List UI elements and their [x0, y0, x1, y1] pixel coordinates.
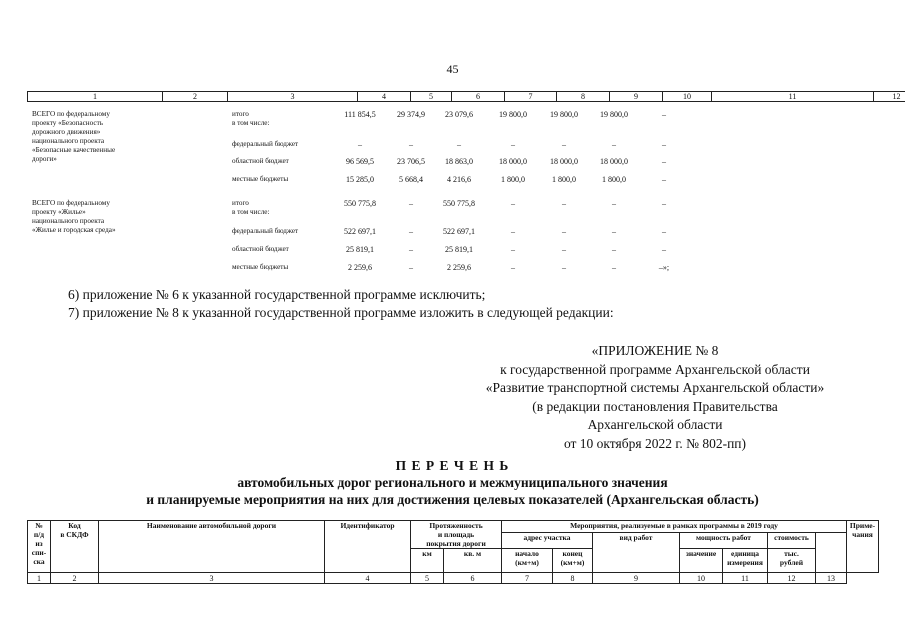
header-cell: 9 — [610, 92, 663, 102]
col-notes-header: Приме- чания — [847, 521, 879, 573]
value-cell: 18 000,0 — [499, 157, 527, 166]
value-cell: 2 259,6 — [348, 263, 372, 272]
value-cell: 18 000,0 — [550, 157, 578, 166]
value-cell: – — [662, 175, 666, 184]
col-no-header: № п/д из спи- ска — [28, 521, 51, 573]
col-km-header: км — [411, 549, 444, 573]
value-cell: 19 800,0 — [550, 110, 578, 119]
column-number: 6 — [444, 573, 502, 584]
row-type: федеральный бюджет — [232, 140, 299, 148]
column-number: 10 — [680, 573, 723, 584]
column-number: 9 — [593, 573, 680, 584]
value-cell: – — [662, 199, 666, 208]
block-label-housing: ВСЕГО по федеральному проекту «Жилье» национального проекта «Жилье и городская среда» — [32, 199, 116, 234]
value-cell: – — [562, 199, 566, 208]
paragraph-item-7: 7) приложение № 8 к указанной государственной программе изложить в следующей редакции: — [68, 305, 614, 320]
value-cell: – — [511, 199, 515, 208]
value-cell: 522 697,1 — [344, 227, 376, 236]
value-cell: – — [457, 140, 461, 149]
value-cell: 25 819,1 — [346, 245, 374, 254]
budget-table-header — [27, 91, 905, 102]
column-number: 11 — [723, 573, 768, 584]
block-label-safety: ВСЕГО по федеральному проекту «Безопасность дорожного движения» национального проекта «Безопасные качественные дороги» — [32, 110, 116, 163]
value-cell: 1 800,0 — [501, 175, 525, 184]
col-code-header: Код в СКДФ — [51, 521, 99, 573]
value-cell: 18 863,0 — [445, 157, 473, 166]
appendix-line: Архангельской области — [587, 417, 723, 432]
value-cell: – — [612, 140, 616, 149]
value-cell: 29 374,9 — [397, 110, 425, 119]
row-type: местные бюджеты — [232, 175, 289, 183]
value-cell: – — [409, 245, 413, 254]
col-start-header: начало (км+м) — [502, 549, 553, 573]
col-events-header: Мероприятия, реализуемые в рамках программы в 2019 году — [502, 521, 847, 533]
value-cell: – — [662, 140, 666, 149]
value-cell: – — [562, 227, 566, 236]
value-cell: – — [662, 245, 666, 254]
col-unit-header: единица измерения — [723, 549, 768, 573]
value-cell: 1 800,0 — [552, 175, 576, 184]
col-road-name-header: Наименование автомобильной дороги — [99, 521, 325, 573]
page-number: 45 — [446, 62, 459, 76]
document-subtitle-line2: и планируемые мероприятия на них для достижения целевых показателей (Архангельская область) — [146, 492, 759, 507]
col-sqm-header: кв. м — [444, 549, 502, 573]
value-cell: 5 668,4 — [399, 175, 423, 184]
value-cell: – — [612, 199, 616, 208]
value-cell: – — [511, 263, 515, 272]
header-cell: 5 — [411, 92, 452, 102]
roads-table — [27, 520, 879, 584]
row-type: итого в том числе: — [232, 110, 270, 127]
value-cell: – — [662, 227, 666, 236]
col-capacity-header: мощность работ — [680, 533, 768, 549]
column-number: 4 — [325, 573, 411, 584]
col-end-header: конец (км+м) — [553, 549, 593, 573]
header-cell: 4 — [358, 92, 411, 102]
col-identifier-header: Идентификатор — [325, 521, 411, 573]
value-cell: – — [511, 140, 515, 149]
value-cell: – — [409, 227, 413, 236]
appendix-line: от 10 октября 2022 г. № 802-пп) — [563, 435, 747, 451]
value-cell: 550 775,8 — [344, 199, 376, 208]
appendix-line: (в редакции постановления Правительства — [532, 398, 778, 414]
row-type: итого в том числе: — [232, 199, 270, 216]
value-cell: – — [358, 140, 362, 149]
column-number: 7 — [502, 573, 553, 584]
col-length-header: Протяженность и площадь покрытия дороги — [411, 521, 502, 549]
header-cell: 12 — [874, 92, 905, 102]
value-cell: – — [612, 227, 616, 236]
value-cell: – — [662, 157, 666, 166]
value-cell: 19 800,0 — [600, 110, 628, 119]
column-number: 1 — [28, 573, 51, 584]
value-cell: – — [511, 245, 515, 254]
value-cell: 2 259,6 — [447, 263, 471, 272]
document-subtitle-line1: автомобильных дорог регионального и межмуниципального значения — [237, 475, 668, 490]
value-cell: 23 706,5 — [397, 157, 425, 166]
row-type: областной бюджет — [232, 245, 289, 253]
appendix-line: «ПРИЛОЖЕНИЕ № 8 — [591, 343, 719, 358]
value-cell: –»; — [658, 263, 670, 272]
header-cell: 7 — [505, 92, 557, 102]
document-title: П Е Р Е Ч Е Н Ь — [395, 458, 510, 473]
appendix-heading — [405, 342, 905, 453]
col-address-header: адрес участка — [502, 533, 593, 549]
column-number: 8 — [553, 573, 593, 584]
row-type: областной бюджет — [232, 157, 289, 165]
col-value-header: значение — [680, 549, 723, 573]
header-cell: 11 — [712, 92, 874, 102]
value-cell: 550 775,8 — [443, 199, 475, 208]
value-cell: – — [511, 227, 515, 236]
value-cell: 25 819,1 — [445, 245, 473, 254]
value-cell: – — [409, 140, 413, 149]
column-number: 2 — [51, 573, 99, 584]
value-cell: 111 854,5 — [344, 110, 376, 119]
paragraph-item-6: 6) приложение № 6 к указанной государственной программе исключить; — [68, 287, 486, 302]
header-cell: 8 — [557, 92, 610, 102]
header-cell: 6 — [452, 92, 505, 102]
value-cell: – — [562, 140, 566, 149]
value-cell: 1 800,0 — [602, 175, 626, 184]
value-cell: 15 285,0 — [346, 175, 374, 184]
header-cell: 1 — [28, 92, 163, 102]
value-cell: 23 079,6 — [445, 110, 473, 119]
value-cell: 522 697,1 — [443, 227, 475, 236]
header-cell: 2 — [163, 92, 228, 102]
col-worktype-header: вид работ — [593, 533, 680, 573]
row-type: федеральный бюджет — [232, 227, 299, 235]
appendix-line: «Развитие транспортной системы Архангельской области» — [485, 380, 825, 395]
value-cell: – — [562, 263, 566, 272]
column-number: 12 — [768, 573, 816, 584]
value-cell: – — [612, 245, 616, 254]
appendix-line: к государственной программе Архангельской области — [500, 361, 810, 377]
column-number: 13 — [816, 573, 847, 584]
column-number: 3 — [99, 573, 325, 584]
value-cell: – — [662, 110, 666, 119]
value-cell: – — [409, 199, 413, 208]
value-cell: – — [409, 263, 413, 272]
value-cell: 18 000,0 — [600, 157, 628, 166]
row-type: местные бюджеты — [232, 263, 289, 271]
col-cost-unit-header: тыс. рублей — [768, 549, 816, 573]
header-cell: 3 — [228, 92, 358, 102]
value-cell: 96 569,5 — [346, 157, 374, 166]
header-cell: 10 — [663, 92, 712, 102]
column-number: 5 — [411, 573, 444, 584]
col-cost-header: стоимость — [768, 533, 816, 549]
value-cell: 4 216,6 — [447, 175, 471, 184]
value-cell: – — [612, 263, 616, 272]
value-cell: 19 800,0 — [499, 110, 527, 119]
value-cell: – — [562, 245, 566, 254]
